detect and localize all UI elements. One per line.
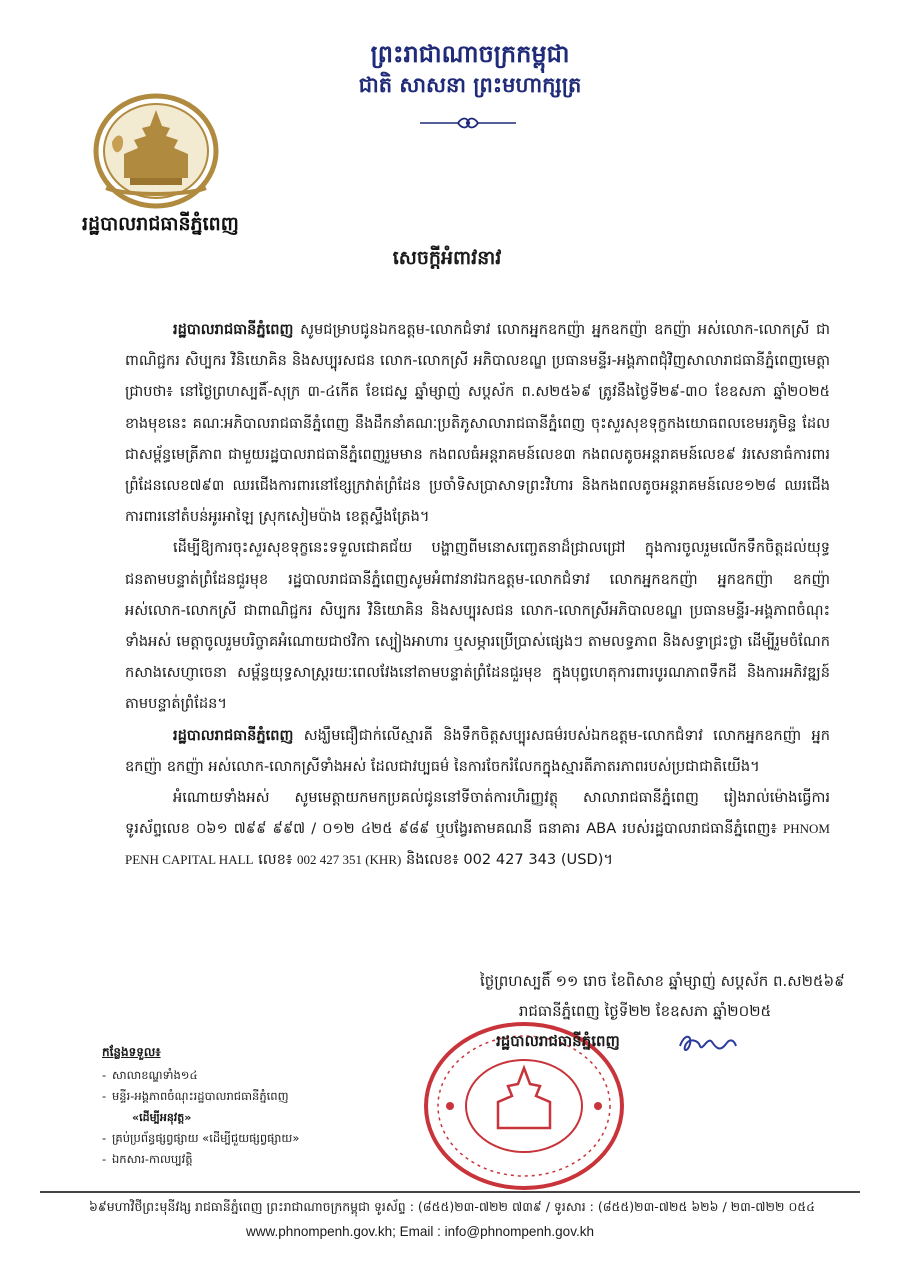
footer-contact: www.phnompenh.gov.kh; Email : info@phnompenh.gov.kh [246, 1224, 594, 1239]
capital-seal-icon [92, 92, 220, 210]
paragraph-lead: រដ្ឋបាលរាជធានីភ្នំពេញ [173, 321, 294, 338]
account-name: PHNOM PENH CAPITAL HALL [125, 821, 830, 868]
footer-address: ៦៩មហាវិថីព្រះមុនីវង្ស រាជធានីភ្នំពេញ ព្រះរាជាណាចក្រកម្ពុជា ទូរស័ព្ទ : (៨៥៥)២៣-៧២២ ៧៣៩ / ទូរសារ : (៨៥៥)២៣-៧២៥ ៦២៦ / ២៣-៧២២ ០៥៤ [89, 1199, 815, 1214]
kingdom-header [320, 38, 620, 100]
recipient-item: - មន្ទីរ-អង្គភាពចំណុះរដ្ឋបាលរាជធានីភ្នំពេញ [102, 1086, 402, 1107]
paragraph-text: សង្ឃឹមជឿជាក់លើស្មារតី និងទឹកចិត្តសប្បុរសធម៌របស់ឯកឧត្តម-លោកជំទាវ លោកអ្នកឧកញ៉ា អ្នកឧកញ៉ា ឧកញ៉ា អស់លោក-លោកស្រីទាំងអស់ ដែលជាវប្បធម៌ នៃការចែករំលែកក្នុងស្មារតីភាតរភាពរបស់ប្រជាជាតិយើង។ [125, 726, 830, 775]
kingdom-name: ព្រះរាជាណាចក្រកម្ពុជា [370, 40, 570, 68]
lunar-date: ថ្ងៃព្រហស្បតិ៍ ១១ រោច ខែពិសាខ ឆ្នាំម្សាញ់ សប្តស័ក ព.ស២៥៦៩ [480, 972, 845, 990]
national-motto: ជាតិ សាសនា ព្រះមហាក្សត្រ [358, 73, 582, 97]
recipients-heading: កន្លែងទទួល៖ [102, 1045, 161, 1059]
recipient-item: - ឯកសារ-កាលប្បវត្តិ [102, 1149, 402, 1170]
paragraph-text: លេខ៖ [253, 851, 297, 869]
account-number-khr: 002 427 351 (KHR) [296, 852, 402, 868]
body-paragraph [125, 314, 830, 532]
body-paragraph [125, 720, 830, 782]
date-block [480, 966, 845, 1026]
paragraph-lead: រដ្ឋបាលរាជធានីភ្នំពេញ [173, 726, 294, 744]
paragraph-text: ដើម្បីឱ្យការចុះសួរសុខទុក្ខនេះទទួលជោគជ័យ បង្ហាញពីមនោសញ្ចេតនាដ៏ជ្រាលជ្រៅ ក្នុងការចូលរួមលើកទឹកចិត្តដល់យុទ្ធជនតាមបន្ទាត់ព្រំដែនជួរមុខ រដ្ឋបាលរាជធានីភ្នំពេញសូមអំពាវនាវឯកឧត្តម-លោកជំទាវ លោកអ្នកឧកញ៉ា អ្នកឧកញ៉ា ឧកញ៉ា អស់លោក-លោកស្រី ជាពាណិជ្ជករ សិប្បករ វិនិយោគិន និងសប្បុរសជន លោក-លោកស្រីអភិបាលខណ្ឌ ប្រធានមន្ទីរ-អង្គភាពចំណុះទាំងអស់ មេត្តាចូលរួមបរិច្ចាគអំណោយជាថវិកា ស្បៀងអាហារ ឬសម្ភារប្រើប្រាស់ផ្សេងៗ តាមលទ្ធភាព និងសទ្ធាជ្រះថ្លា ដើម្បីរួមចំណែកកសាងសេហ្ញាចេនា សម្ព័ន្ធយុទ្ធសាស្ត្ររយៈពេលវែងនៅតាមបន្ទាត់ព្រំដែនជួរមុខ ក្នុងបុព្វហេតុការពារបូរណភាពទឹកដី និងការអភិវឌ្ឍន៍តាមបន្ទាត់ព្រំដែន។ [125, 539, 830, 713]
recipient-note: «ដើម្បីអនុវត្ត» [132, 1111, 192, 1124]
sender-name: រដ្ឋបាលរាជធានីភ្នំពេញ [82, 213, 239, 235]
document-body [125, 314, 830, 876]
paragraph-text: និងលេខ៖ 002 427 343 (USD)។ [401, 851, 614, 869]
paragraph-text: អំណោយទាំងអស់ សូមមេត្តាយកមកប្រគល់ជូននៅទីចាត់ការហិរញ្ញវត្ថុ សាលារាជធានីភ្នំពេញ រៀងរាល់ម៉ោងធ្វើការ ទូរស័ព្ទលេខ ០៦១ ៧៩៩ ៩៩៧ / ០១២ ៤២៥ ៩៨៩ ឬបង្វែរតាមគណនី ធនាគារ ABA របស់រដ្ឋបាលរាជធានីភ្នំពេញ៖ [125, 789, 830, 838]
footer-divider [40, 1191, 860, 1193]
signature-icon [676, 1030, 740, 1056]
recipient-item: - គ្រប់ប្រព័ន្ធផ្សព្វផ្សាយ «ដើម្បីជួយផ្សព្វផ្សាយ» [102, 1128, 402, 1149]
signer-name: រដ្ឋបាលរាជធានីភ្នំពេញ [496, 1032, 620, 1050]
solar-date: រាជធានីភ្នំពេញ ថ្ងៃទី២២ ខែឧសភា ឆ្នាំ២០២៥ [518, 1002, 772, 1020]
ornament-icon [418, 114, 518, 132]
body-paragraph [125, 532, 830, 719]
recipient-item: - សាលាខណ្ឌទាំង១៤ [102, 1065, 402, 1086]
body-paragraph [125, 782, 830, 876]
document-title: សេចក្ដីអំពាវនាវ [392, 247, 502, 269]
paragraph-text: សូមជម្រាបជូនឯកឧត្តម-លោកជំទាវ លោកអ្នកឧកញ៉ា អ្នកឧកញ៉ា ឧកញ៉ា អស់លោក-លោកស្រី ជាពាណិជ្ជករ សិប្បករ វិនិយោគិន និងសប្បុរសជន លោក-លោកស្រី អភិបាលខណ្ឌ ប្រធានមន្ទីរ-អង្គភាពជុំវិញសាលារាជធានីភ្នំពេញមេត្តាជ្រាបថា៖ នៅថ្ងៃព្រហស្បតិ៍-សុក្រ ៣-៤កើត ខែជេស្ឋ ឆ្នាំម្សាញ់ សប្តស័ក ព.ស២៥៦៩ ត្រូវនឹងថ្ងៃទី២៩-៣០ ខែឧសភា ឆ្នាំ២០២៥ ខាងមុខនេះ គណៈអភិបាលរាជធានីភ្នំពេញ នឹងដឹកនាំគណៈប្រតិភូសាលារាជធានីភ្នំពេញ ចុះសួរសុខទុក្ខកងយោធពលខេមរភូមិន្ទ ដែលជាសម្ព័ន្ធមេត្រីភាព ជាមួយរដ្ឋបាលរាជធានីភ្នំពេញរួមមាន កងពលធំអន្តរាគមន៍លេខ៣ កងពលតូចអន្តរាគមន៍លេខ៩ វរសេនាធំការពារព្រំដែនលេខ៧៩៣ ឈរជើងការពារនៅខ្សែក្រវាត់ព្រំដែន ប្រចាំទិសប្រាសាទព្រះវិហារ និងកងពលតូចអន្តរាគមន៍លេខ១២៨ ឈរជើងការពារនៅតំបន់អូរអាឡៃ ស្រុកសៀមប៉ាង ខេត្តស្ទឹងត្រែង។ [125, 321, 830, 526]
recipients-list [102, 1042, 402, 1170]
